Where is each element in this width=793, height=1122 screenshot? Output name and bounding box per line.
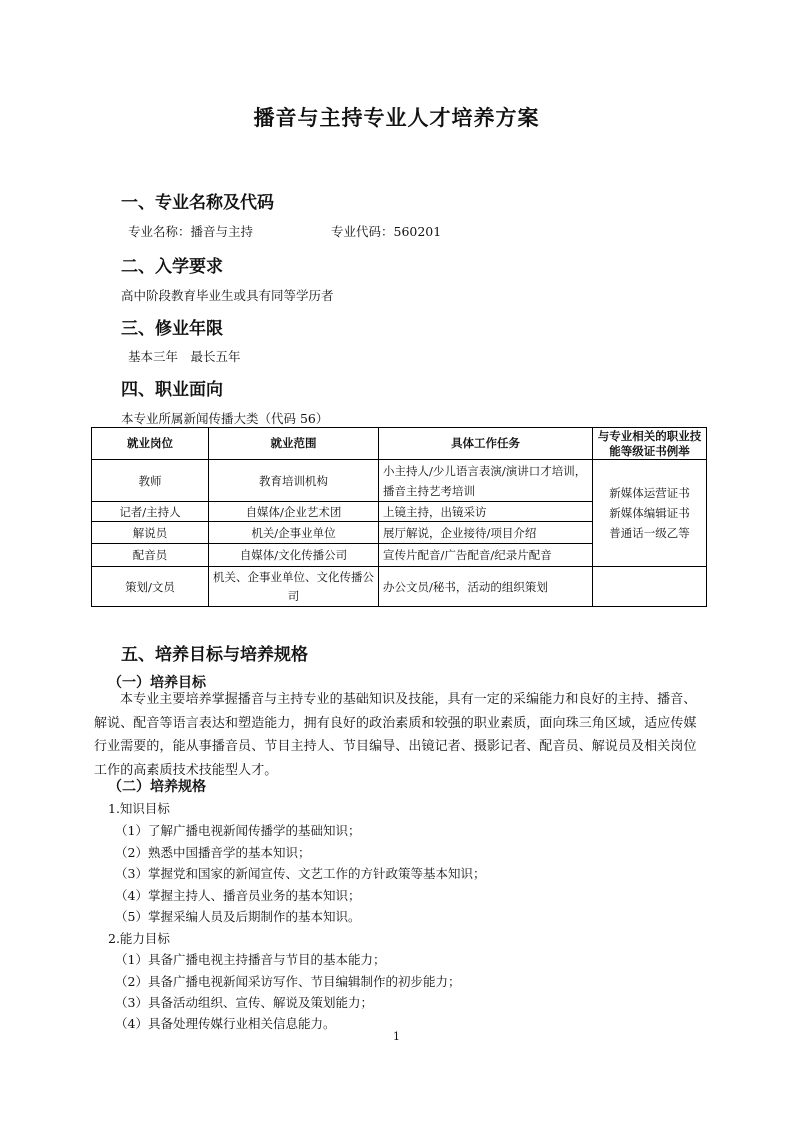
table-cell-task: 宣传片配音/广告配音/纪录片配音 bbox=[379, 544, 593, 567]
table-header-cell: 就业范围 bbox=[209, 428, 379, 460]
major-code-text: 专业代码：560201 bbox=[331, 224, 442, 239]
table-cell-scope: 自媒体/文化传播公司 bbox=[209, 544, 379, 567]
career-intro-text: 本专业所属新闻传播大类（代码 56） bbox=[121, 411, 329, 426]
knowledge-item: （5）掌握采编人员及后期制作的基本知识。 bbox=[115, 909, 361, 924]
table-header-cell: 具体工作任务 bbox=[379, 428, 593, 460]
table-row bbox=[92, 567, 707, 607]
section-heading-duration: 三、修业年限 bbox=[121, 319, 223, 339]
knowledge-item: （2）熟悉中国播音学的基本知识； bbox=[115, 845, 311, 860]
subsection-heading-spec: （二）培养规格 bbox=[108, 779, 206, 795]
page-number: 1 bbox=[393, 1030, 400, 1043]
table-cell-certificates bbox=[593, 460, 707, 567]
table-cell-task: 小主持人/少儿语言表演/演讲口才培训，播音主持艺考培训 bbox=[379, 460, 593, 502]
certificate-item: 普通话一级乙等 bbox=[609, 526, 690, 540]
table-cell-task: 办公文员/秘书，活动的组织策划 bbox=[379, 567, 593, 607]
knowledge-item: （1）了解广播电视新闻传播学的基础知识； bbox=[115, 823, 361, 838]
admission-text: 高中阶段教育毕业生或具有同等学历者 bbox=[121, 288, 334, 303]
table-cell-empty bbox=[593, 567, 707, 607]
section-heading-career: 四、职业面向 bbox=[121, 380, 223, 400]
table-header-cell: 与专业相关的职业技能等级证书例举 bbox=[593, 428, 707, 460]
table-cell-post: 教师 bbox=[92, 460, 209, 502]
table-header-cell: 就业岗位 bbox=[92, 428, 209, 460]
ability-item: （1）具备广播电视主持播音与节目的基本能力； bbox=[115, 952, 386, 967]
section-heading-major-code: 一、专业名称及代码 bbox=[121, 193, 274, 213]
knowledge-title: 1.知识目标 bbox=[108, 801, 170, 816]
table-cell-post: 解说员 bbox=[92, 522, 209, 544]
duration-text: 基本三年 最长五年 bbox=[128, 349, 241, 364]
ability-item: （4）具备处理传媒行业相关信息能力。 bbox=[115, 1016, 336, 1031]
ability-item: （3）具备活动组织、宣传、解说及策划能力； bbox=[115, 995, 373, 1010]
section-heading-admission: 二、入学要求 bbox=[121, 257, 223, 277]
table-cell-post: 策划/文员 bbox=[92, 567, 209, 607]
table-header-row bbox=[92, 428, 707, 460]
table-cell-task: 展厅解说，企业接待/项目介绍 bbox=[379, 522, 593, 544]
goal-paragraph: 本专业主要培养掌握播音与主持专业的基础知识及技能，具有一定的采编能力和良好的主持、播音、解说、配音等语言表达和塑造能力，拥有良好的政治素质和较强的职业素质，面向珠三角区域，适应传媒行业需要的，能从事播音员、节目主持人、节目编导、出镜记者、摄影记者、配音员、解说员及相关岗位工作的高素质技术技能型人才。 bbox=[94, 692, 697, 778]
table-cell-post: 配音员 bbox=[92, 544, 209, 567]
section-heading-goals: 五、培养目标与培养规格 bbox=[121, 645, 308, 665]
knowledge-item: （3）掌握党和国家的新闻宣传、文艺工作的方针政策等基本知识； bbox=[115, 866, 486, 881]
table-cell-scope: 机关/企事业单位 bbox=[209, 522, 379, 544]
career-table bbox=[91, 427, 707, 607]
major-name-text: 专业名称：播音与主持 bbox=[128, 224, 254, 239]
knowledge-item: （4）掌握主持人、播音员业务的基本知识； bbox=[115, 888, 361, 903]
certificate-item: 新媒体运营证书 bbox=[609, 486, 690, 500]
table-cell-scope: 教育培训机构 bbox=[209, 460, 379, 502]
subsection-heading-goal: （一）培养目标 bbox=[108, 675, 206, 691]
table-cell-post: 记者/主持人 bbox=[92, 502, 209, 522]
table-cell-scope: 机关、企事业单位、文化传播公司 bbox=[209, 567, 379, 607]
table-cell-task: 上镜主持，出镜采访 bbox=[379, 502, 593, 522]
ability-title: 2.能力目标 bbox=[108, 931, 170, 946]
table-row bbox=[92, 460, 707, 502]
ability-item: （2）具备广播电视新闻采访写作、节目编辑制作的初步能力； bbox=[115, 974, 461, 989]
document-title: 播音与主持专业人才培养方案 bbox=[253, 106, 540, 130]
table-cell-scope: 自媒体/企业艺术团 bbox=[209, 502, 379, 522]
certificate-item: 新媒体编辑证书 bbox=[609, 506, 690, 520]
